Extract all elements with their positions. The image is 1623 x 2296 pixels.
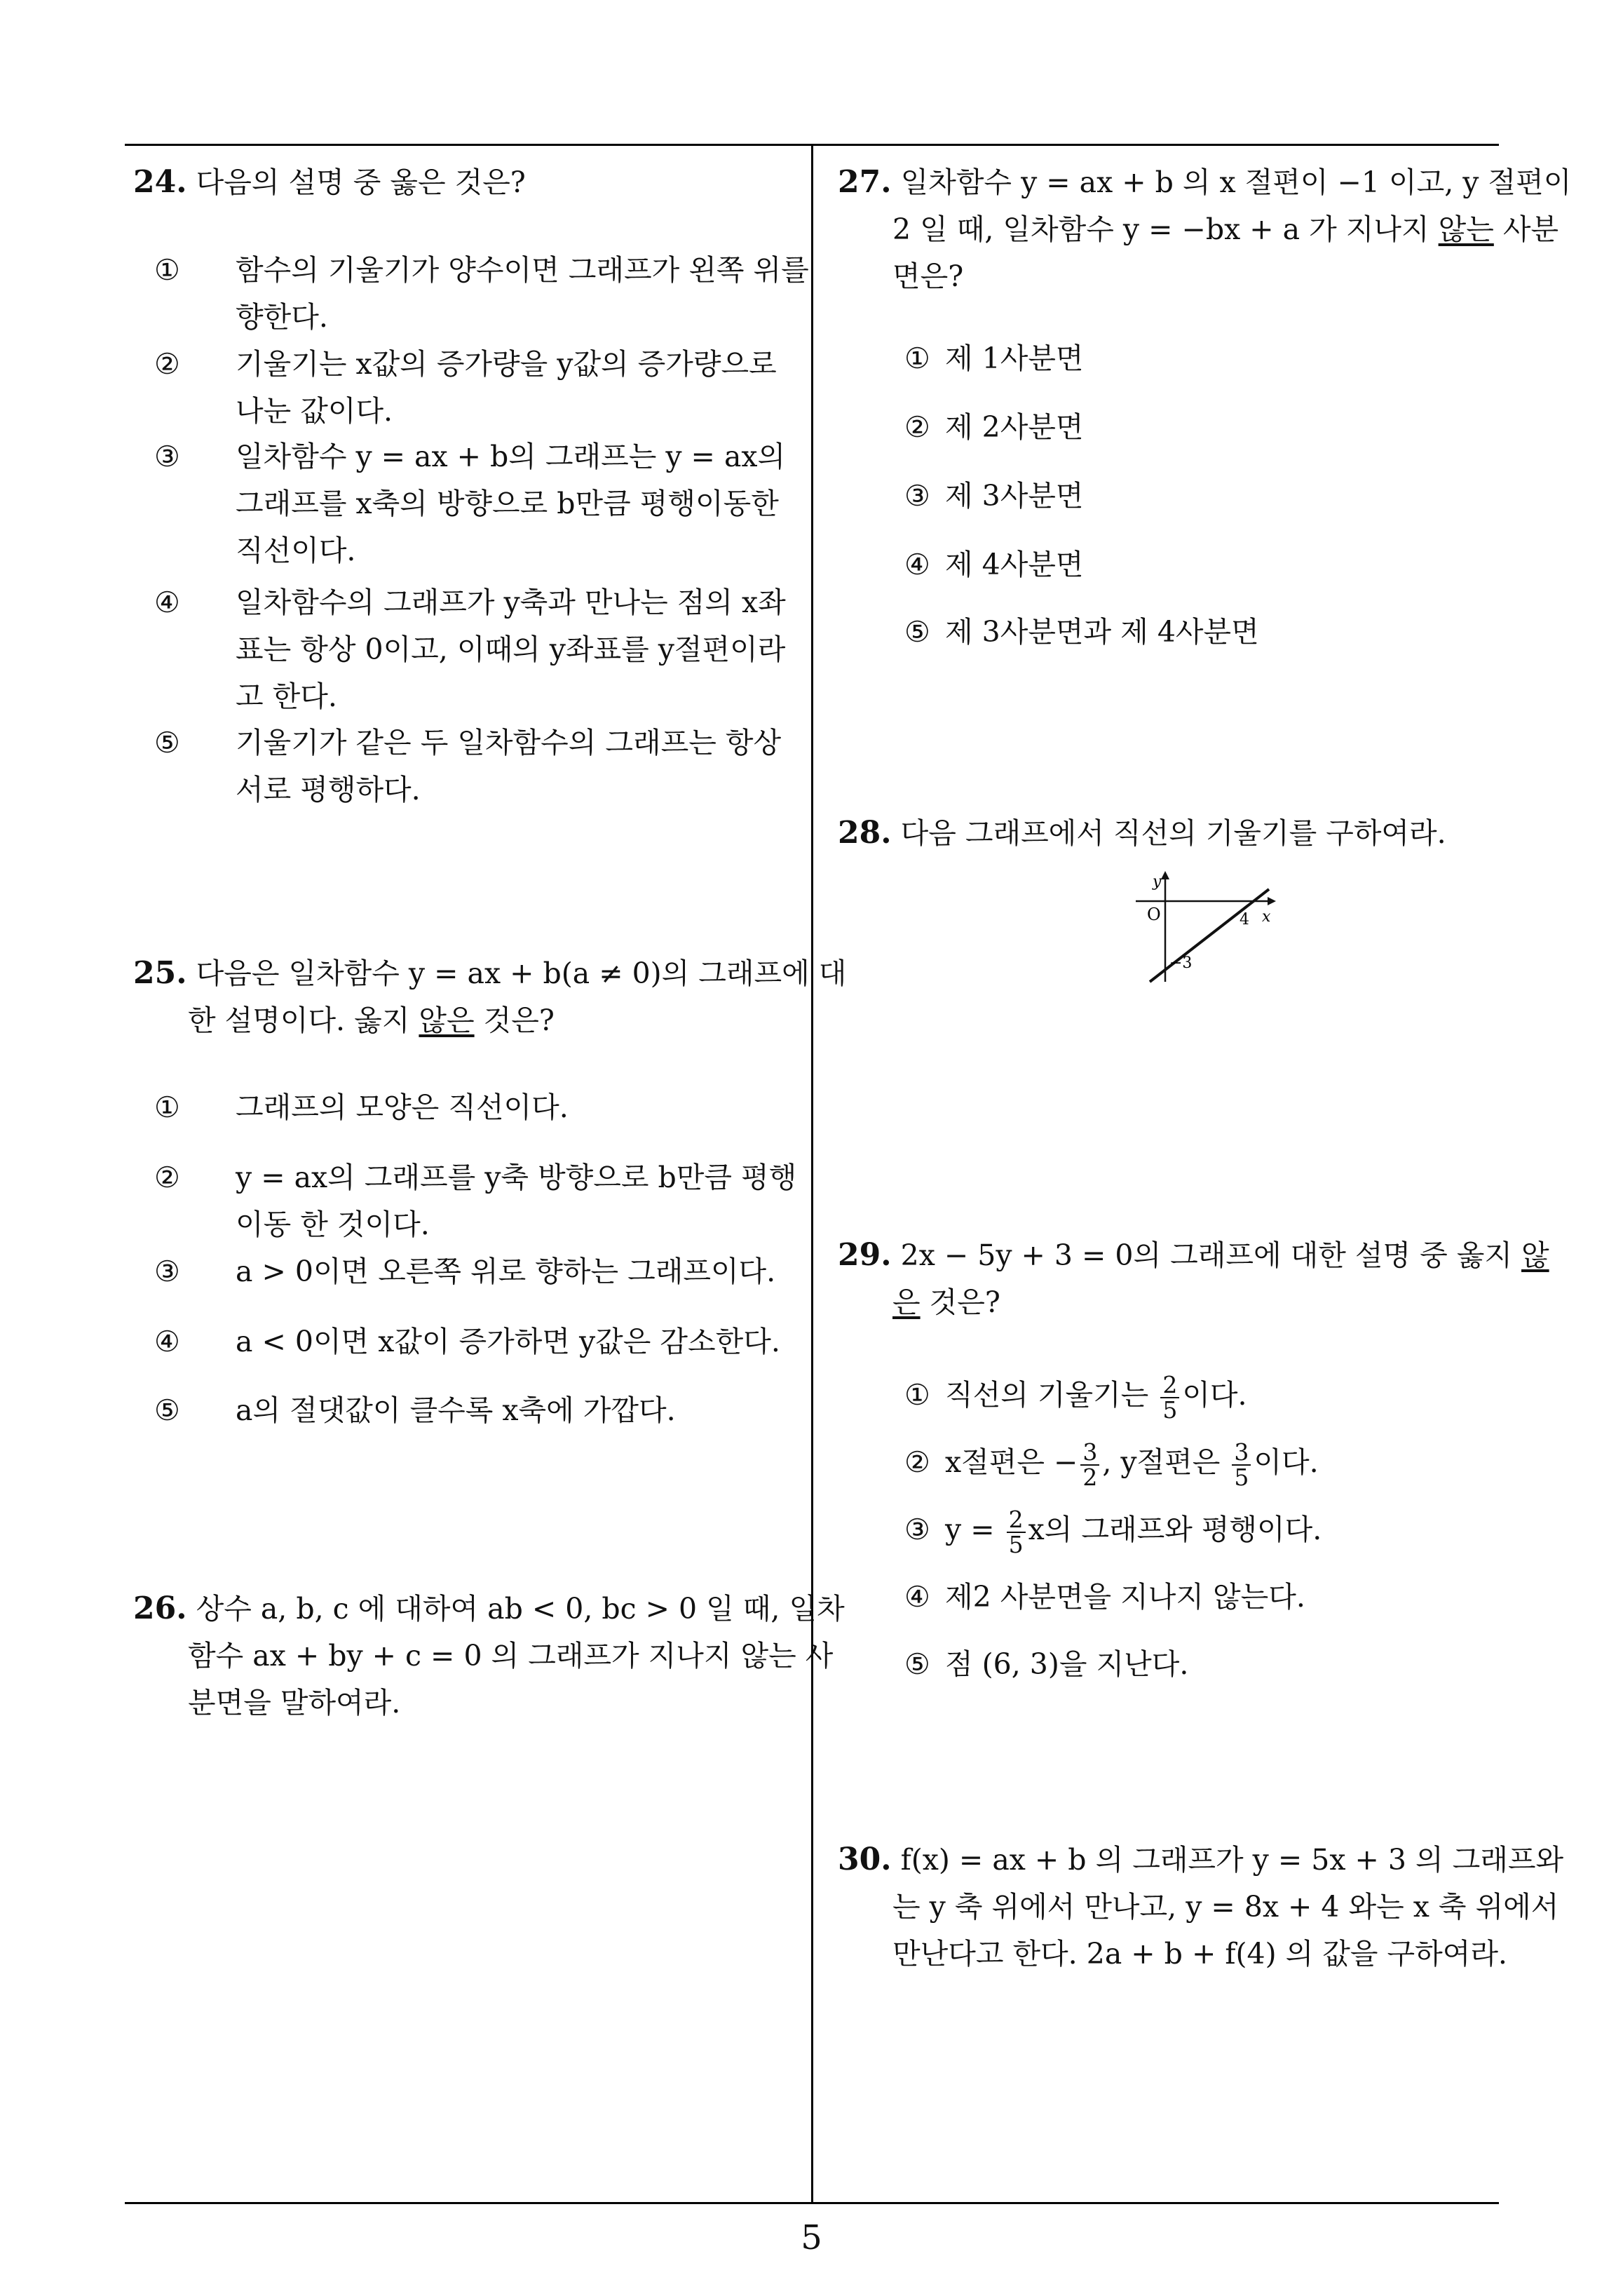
q29-option-5[interactable] bbox=[904, 1641, 1465, 1688]
q29-option-1[interactable] bbox=[904, 1363, 1465, 1426]
underlined-word: 않은 bbox=[892, 1238, 1549, 1319]
question-text: 다음 그래프에서 직선의 기울기를 구하여라. bbox=[900, 816, 1446, 850]
option-text: a < 0이면 x값이 증가하면 y값은 감소한다. bbox=[236, 1325, 780, 1358]
question-number: 29. bbox=[838, 1237, 892, 1273]
q25-option-2[interactable] bbox=[154, 1154, 810, 1248]
q24-option-2[interactable] bbox=[154, 341, 810, 435]
option-mark: ④ bbox=[904, 548, 930, 581]
fraction bbox=[1160, 1370, 1179, 1424]
question-number: 30. bbox=[838, 1842, 892, 1877]
option-text: 그래프의 모양은 직선이다. bbox=[236, 1090, 569, 1124]
option-mark: ⑤ bbox=[904, 615, 930, 649]
option-text: 기울기는 x값의 증가량을 y값의 증가량으로 나눈 값이다. bbox=[236, 347, 777, 428]
option-text: 함수의 기울기가 양수이면 그래프가 왼쪽 위를 향한다. bbox=[236, 253, 809, 334]
question-text-end: 것은? bbox=[929, 1285, 1000, 1319]
option-text: 제2 사분면을 지나지 않는다. bbox=[945, 1580, 1305, 1614]
option-mark: ② bbox=[154, 347, 180, 381]
question-text-end: 사분면은? bbox=[892, 212, 1559, 293]
option-text: 직선의 기울기는 bbox=[945, 1378, 1149, 1412]
q27-option-4[interactable] bbox=[904, 541, 1465, 588]
question-number: 25. bbox=[133, 955, 187, 991]
bottom-rule bbox=[125, 2202, 1499, 2204]
option-mark: ② bbox=[904, 1445, 930, 1479]
option-text: a의 절댓값이 클수록 x축에 가깝다. bbox=[236, 1393, 676, 1427]
question-text: 상수 a, b, c 에 대하여 ab < 0, bc > 0 일 때, 일차함수 ax + by + c = 0 의 그래프가 지나지 않는 사분면을 말하여라. bbox=[188, 1592, 845, 1720]
option-text: 일차함수 y = ax + b의 그래프는 y = ax의 그래프를 x축의 방향으로 b만큼 평행이동한 직선이다. bbox=[236, 440, 786, 567]
option-text: a > 0이면 오른쪽 위로 향하는 그래프이다. bbox=[236, 1255, 776, 1288]
option-text: 제 2사분면 bbox=[945, 410, 1084, 444]
question-28 bbox=[838, 809, 1573, 857]
option-mark: ① bbox=[904, 342, 930, 375]
option-mark: ⑤ bbox=[904, 1647, 930, 1681]
q28-graph bbox=[1129, 870, 1283, 989]
q29-option-2[interactable] bbox=[904, 1431, 1479, 1494]
question-text: 다음은 일차함수 y = ax + b(a ≠ 0)의 그래프에 대한 설명이다. 옳지 bbox=[188, 957, 847, 1037]
option-mark: ③ bbox=[154, 440, 180, 473]
q25-option-4[interactable] bbox=[154, 1318, 810, 1365]
option-text-end: 이다. bbox=[1254, 1445, 1319, 1479]
underlined-word: 않은 bbox=[419, 1004, 475, 1037]
denominator: 2 bbox=[1082, 1463, 1098, 1491]
option-mark: ① bbox=[904, 1378, 930, 1412]
q24-option-3[interactable] bbox=[154, 433, 810, 574]
option-text-end: 이다. bbox=[1182, 1378, 1247, 1412]
q29-option-3[interactable] bbox=[904, 1498, 1465, 1561]
option-mark: ⑤ bbox=[154, 726, 180, 759]
q27-option-1[interactable] bbox=[904, 335, 1465, 382]
question-27 bbox=[838, 158, 1573, 300]
q27-option-3[interactable] bbox=[904, 473, 1465, 520]
option-text: y = bbox=[945, 1513, 995, 1546]
q25-option-5[interactable] bbox=[154, 1387, 810, 1434]
option-text: 제 3사분면 bbox=[945, 479, 1084, 513]
question-text: f(x) = ax + b 의 그래프가 y = 5x + 3 의 그래프와는 y 축 위에서 만나고, y = 8x + 4 와는 x 축 위에서 만난다고 한다. 2a + b + f(4) 의 값을 구하여라. bbox=[892, 1843, 1564, 1971]
denominator: 5 bbox=[1162, 1396, 1178, 1424]
option-text-mid: , y절편은 bbox=[1102, 1445, 1221, 1479]
underlined-word: 않는 bbox=[1438, 212, 1494, 246]
question-29 bbox=[838, 1231, 1573, 1326]
question-number: 26. bbox=[133, 1591, 187, 1626]
option-mark: ④ bbox=[904, 1580, 930, 1614]
question-text: 다음의 설명 중 옳은 것은? bbox=[196, 166, 526, 199]
column-divider bbox=[811, 144, 813, 2203]
option-text: 제 3사분면과 제 4사분면 bbox=[945, 615, 1259, 649]
option-mark: ③ bbox=[904, 479, 930, 513]
question-30 bbox=[838, 1836, 1573, 1978]
option-text: y = ax의 그래프를 y축 방향으로 b만큼 평행이동 한 것이다. bbox=[236, 1161, 797, 1241]
question-25 bbox=[133, 950, 854, 1044]
question-number: 27. bbox=[838, 164, 892, 200]
option-text: 일차함수의 그래프가 y축과 만나는 점의 x좌표는 항상 0이고, 이때의 y좌표를 y절편이라고 한다. bbox=[236, 586, 786, 713]
option-mark: ④ bbox=[154, 586, 180, 619]
option-mark: ⑤ bbox=[154, 1393, 180, 1427]
x-intercept-label: 4 bbox=[1240, 911, 1249, 928]
page-number: 5 bbox=[801, 2218, 822, 2257]
numerator: 3 bbox=[1080, 1440, 1099, 1466]
option-text: 제 4사분면 bbox=[945, 548, 1084, 581]
option-mark: ② bbox=[904, 410, 930, 444]
option-text-end: x의 그래프와 평행이다. bbox=[1028, 1513, 1322, 1546]
q24-option-5[interactable] bbox=[154, 720, 810, 813]
numerator: 2 bbox=[1007, 1508, 1026, 1533]
option-text: 기울기가 같은 두 일차함수의 그래프는 항상 서로 평행하다. bbox=[236, 726, 782, 806]
question-text: 일차함수 y = ax + b 의 x 절편이 −1 이고, y 절편이 2 일 때, 일차함수 y = −bx + a 가 지나지 bbox=[892, 166, 1572, 246]
origin-label: O bbox=[1147, 905, 1161, 924]
q25-option-1[interactable] bbox=[154, 1084, 810, 1131]
option-mark: ④ bbox=[154, 1325, 180, 1358]
option-mark: ① bbox=[154, 253, 180, 287]
fraction bbox=[1080, 1440, 1099, 1490]
fraction-2 bbox=[1232, 1440, 1251, 1490]
option-text: 점 (6, 3)을 지난다. bbox=[945, 1647, 1189, 1681]
fraction bbox=[1007, 1505, 1026, 1558]
option-mark: ③ bbox=[154, 1255, 180, 1288]
q27-option-5[interactable] bbox=[904, 609, 1465, 656]
question-number: 24. bbox=[133, 164, 187, 200]
question-26 bbox=[133, 1585, 854, 1727]
graph-line bbox=[1150, 889, 1269, 982]
option-mark: ① bbox=[154, 1090, 180, 1124]
q27-option-2[interactable] bbox=[904, 404, 1465, 451]
question-number: 28. bbox=[838, 815, 892, 851]
option-text: x절편은 − bbox=[945, 1445, 1078, 1479]
y-intercept-label: −3 bbox=[1169, 954, 1193, 972]
y-axis-label: y bbox=[1153, 873, 1162, 891]
q25-option-3[interactable] bbox=[154, 1248, 810, 1295]
x-axis-label: x bbox=[1262, 908, 1271, 926]
option-mark: ③ bbox=[904, 1513, 930, 1546]
y-axis-arrow bbox=[1161, 871, 1169, 879]
option-mark: ② bbox=[154, 1161, 180, 1194]
q29-option-4[interactable] bbox=[904, 1574, 1465, 1621]
denominator: 5 bbox=[1234, 1463, 1249, 1491]
option-text: 제 1사분면 bbox=[945, 342, 1084, 375]
question-24 bbox=[133, 158, 854, 206]
q24-option-4[interactable] bbox=[154, 579, 810, 720]
question-text: 2x − 5y + 3 = 0의 그래프에 대한 설명 중 옳지 bbox=[900, 1238, 1512, 1272]
numerator: 3 bbox=[1232, 1440, 1251, 1466]
denominator: 5 bbox=[1008, 1530, 1024, 1558]
numerator: 2 bbox=[1160, 1373, 1179, 1398]
q24-option-1[interactable] bbox=[154, 247, 810, 341]
x-axis-arrow bbox=[1268, 897, 1276, 905]
question-text-end: 것은? bbox=[483, 1004, 555, 1037]
